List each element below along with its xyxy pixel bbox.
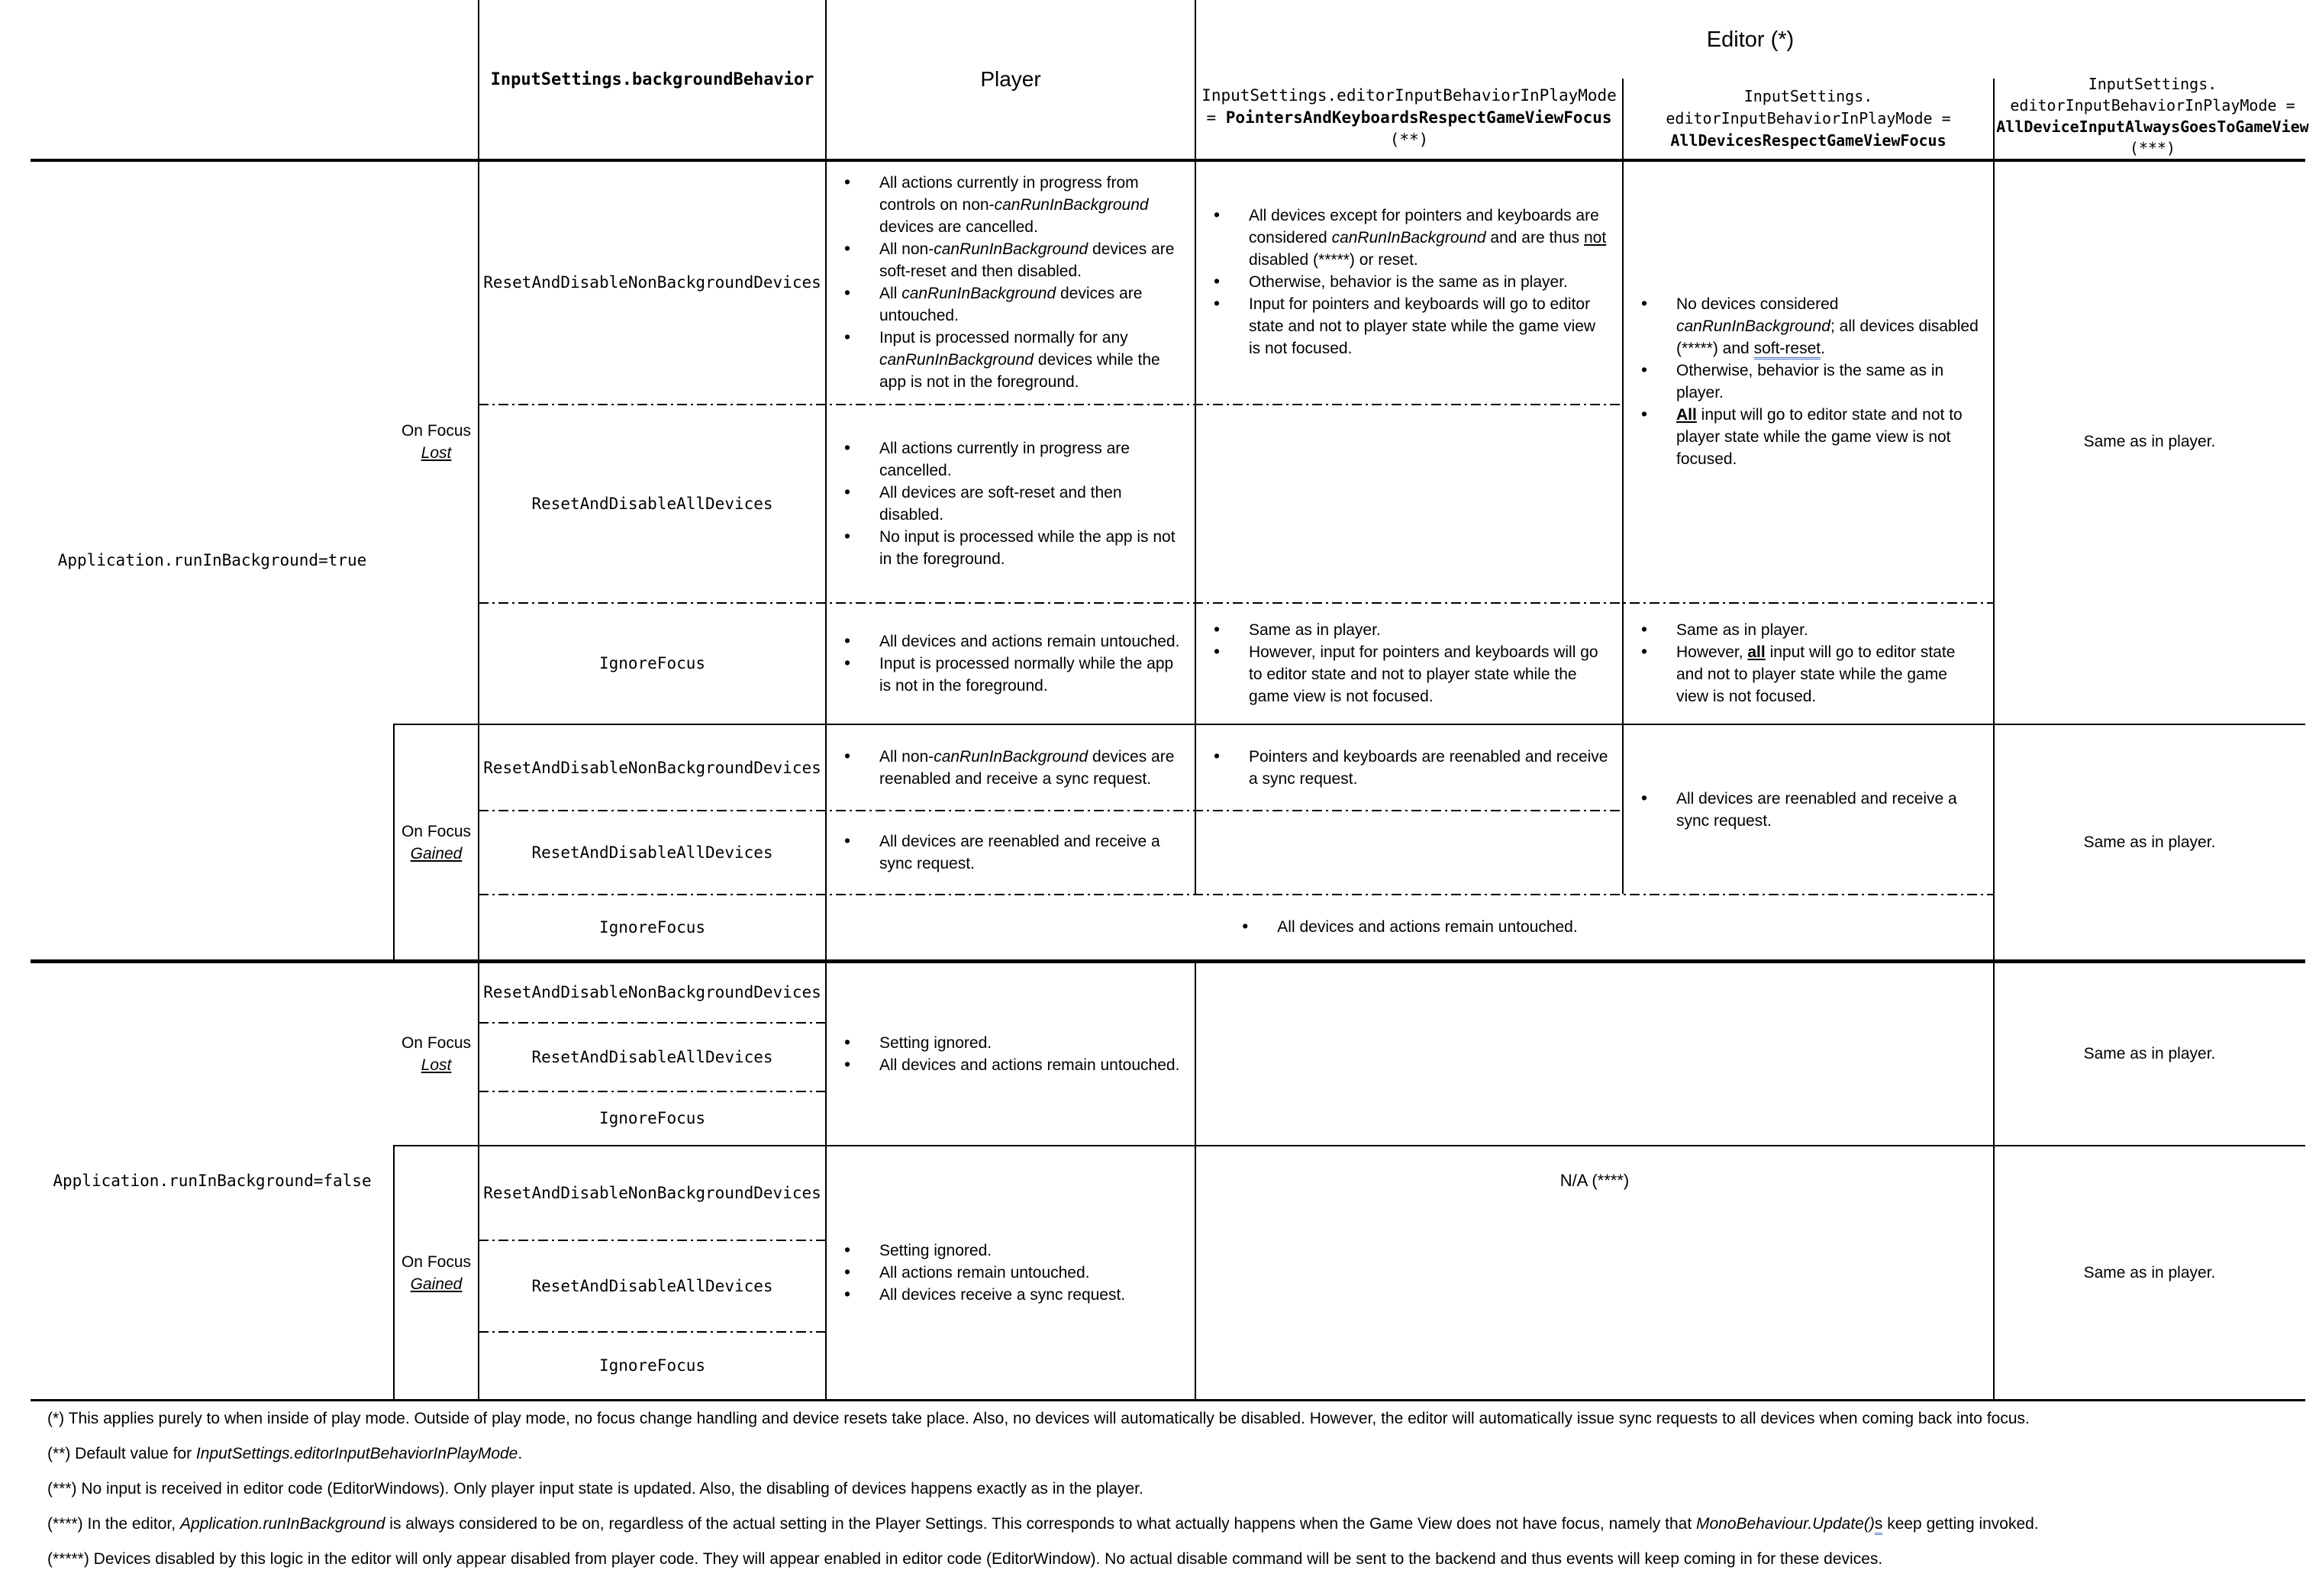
cell-editor1-lost-reset-non-bg [1195,160,1623,404]
cell-editor3-gained-same [1994,725,2305,959]
bullet-list [1195,205,1623,360]
bullet-item: • All actions remain untouched. [826,1262,1182,1284]
on-focus-lost-text: On Focus Lost [401,1033,472,1074]
cell-player-gained-reset-all [826,811,1195,894]
bullet-item: • All input will go to editor state and not to player state while the game view is not focused. [1623,404,1980,470]
header-editor-col-always-gameview-label: InputSettings. editorInputBehaviorInPlayMode = AllDeviceInputAlwaysGoesToGameView (***) [1996,74,2309,157]
bullet-item: • Input for pointers and keyboards will go to editor state and not to player state while the game view is not focused. [1195,293,1609,360]
label-on-focus-gained-false [394,1146,479,1399]
bullet-item: • Otherwise, behavior is the same as in player. [1195,271,1609,293]
header-player [826,0,1195,159]
bullet-item: • Input is processed normally for any canRunInBackground devices while the app is not in the foreground. [826,327,1182,393]
behavior-reset-all [479,405,826,602]
run-in-background-true-text: Application.runInBackground=true [57,550,367,569]
behavior-text: IgnoreFocus [598,917,706,937]
behavior-text: IgnoreFocus [598,1356,706,1375]
bullet-item: • All non-canRunInBackground devices are reenabled and receive a sync request. [826,746,1182,790]
on-focus-gained-text: On Focus Gained [401,822,472,862]
behavior-text: IgnoreFocus [598,1109,706,1127]
footnote-5: (*****) Devices disabled by this logic in the editor will only appear disabled from player code. They will appear enabled in editor code (EditorWindow). No actual disable command will be sent to the backend and thus events will keep coming in for these devices. [47,1550,1883,1568]
bullet-item: • All devices and actions remain untouched. [1242,916,1577,938]
bullet-list [1623,293,1994,470]
behavior-reset-non-bg [479,962,826,1022]
bullet-list [1195,619,1623,708]
cell-editor3-lost-same [1994,160,2305,724]
label-run-in-background-true [31,160,394,959]
label-on-focus-gained-true [394,725,479,959]
bullet-item: • Input is processed normally while the app is not in the foreground. [826,653,1182,697]
cell-player-false-gained-merged [826,1146,1195,1399]
header-editor-col-pointers-label: InputSettings.editorInputBehaviorInPlayMode = PointersAndKeyboardsRespectGameViewFocus (**) [1201,85,1617,149]
same-as-player-text: Same as in player. [2083,1263,2216,1282]
bullet-item: • All actions currently in progress are cancelled. [826,437,1182,482]
label-on-focus-lost-true [394,160,479,724]
bullet-list [826,1240,1195,1306]
header-editor-col-all-respect [1630,79,1986,159]
behavior-text: IgnoreFocus [598,654,706,672]
bullet-item: • However, input for pointers and keyboards will go to editor state and not to player state while the game view is not focused. [1195,641,1609,708]
footnote-4: (****) In the editor, Application.runInBackground is always considered to be on, regardless of the actual setting in the Player Settings. This corresponds to what actually happens when the Game View does not have focus, namely that MonoBehaviour.Update()s keep getting invoked. [47,1514,2284,1534]
cell-editor2-lost-ignore [1623,603,1994,724]
same-as-player-text: Same as in player. [2083,433,2216,450]
footnote-3: (***) No input is received in editor code (EditorWindows). Only player input state is updated. Also, the disabling of devices happens exactly as in the player. [47,1480,1143,1498]
bullet-item: • All devices receive a sync request. [826,1284,1182,1306]
bullet-list [826,172,1195,393]
bullet-item: • All devices are soft-reset and then disabled. [826,482,1182,526]
header-editor-group [1195,9,2305,70]
bullet-item: • All non-canRunInBackground devices are soft-reset and then disabled. [826,238,1182,282]
na-text: N/A (****) [1559,1171,1630,1190]
bullet-list [826,746,1195,790]
behavior-text: ResetAndDisableNonBackgroundDevices [483,983,821,1001]
bullet-item: • No input is processed while the app is not in the foreground. [826,526,1182,570]
cell-editor2-gained-merged [1623,725,1994,894]
table-bottom-border [31,1399,2305,1401]
footnote-1: (*) This applies purely to when inside of play mode. Outside of play mode, no focus change handling and device resets take place. Also, no devices will automatically be disabled. However, the editor will automatically issue sync requests to all devices when coming back into focus. [47,1410,2030,1427]
behavior-text: ResetAndDisableNonBackgroundDevices [483,758,821,777]
cell-editor3-false-gained-same [1994,1146,2305,1399]
behavior-text: ResetAndDisableAllDevices [531,494,773,513]
behavior-text: ResetAndDisableNonBackgroundDevices [483,1184,821,1202]
header-player-label: Player [980,67,1041,91]
behavior-text: ResetAndDisableNonBackgroundDevices [483,272,821,292]
behavior-reset-all [479,1023,826,1091]
behavior-ignore-focus [479,895,826,959]
header-background-behavior [479,0,826,159]
behavior-reset-non-bg [479,725,826,810]
bullet-item: • All devices are reenabled and receive a sync request. [826,830,1182,875]
cell-player-lost-ignore [826,603,1195,724]
bullet-item: • Setting ignored. [826,1240,1182,1262]
bullet-list [1623,788,1994,832]
behavior-text: ResetAndDisableAllDevices [531,843,773,862]
bullet-item: • Same as in player. [1623,619,1980,641]
label-run-in-background-false [31,962,394,1399]
bullet-list [826,437,1195,570]
cell-editor-na-merged [1195,962,1994,1399]
same-as-player-text: Same as in player. [2083,1044,2216,1062]
behavior-reset-non-bg [479,1146,826,1240]
bullet-list [826,1032,1195,1076]
bullet-item: • However, all input will go to editor state and not to player state while the game view is not focused. [1623,641,1980,708]
behavior-text: ResetAndDisableAllDevices [531,1276,773,1295]
cell-editor1-lost-ignore [1195,603,1623,724]
header-editor-col-pointers [1203,76,1615,159]
cell-player-false-lost-merged [826,962,1195,1145]
behavior-ignore-focus [479,1091,826,1145]
behavior-ignore-focus [479,1332,826,1399]
bullet-item: • No devices considered canRunInBackground; all devices disabled (*****) and soft-reset. [1623,293,1980,360]
behavior-reset-non-bg [479,160,826,404]
bullet-item: • Setting ignored. [826,1032,1182,1054]
same-as-player-text: Same as in player. [2083,833,2216,851]
on-focus-gained-text: On Focus Gained [401,1253,472,1293]
header-background-behavior-label: InputSettings.backgroundBehavior [490,69,814,89]
header-editor-col-always-gameview [1996,73,2309,159]
on-focus-lost-text: On Focus Lost [401,422,472,462]
bullet-item: • All devices and actions remain untouched. [826,1054,1182,1076]
behavior-reset-all [479,1240,826,1331]
cell-player-lost-reset-all [826,405,1195,602]
bullet-item: • Otherwise, behavior is the same as in player. [1623,360,1980,404]
bullet-list [1195,746,1623,790]
header-editor-group-label: Editor (*) [1706,27,1795,52]
cell-editor3-false-lost-same [1994,962,2305,1145]
bullet-item: • All devices and actions remain untouched. [826,630,1182,653]
cell-player-lost-reset-non-bg [826,160,1195,404]
bullet-item: • All actions currently in progress from controls on non-canRunInBackground devices are cancelled. [826,172,1182,238]
bullet-item: • Pointers and keyboards are reenabled and receive a sync request. [1195,746,1609,790]
run-in-background-false-text: Application.runInBackground=false [53,1172,372,1190]
bullet-list [1623,619,1994,708]
cell-editor1-gained-reset-non-bg [1195,725,1623,810]
bullet-item: • All devices except for pointers and keyboards are considered canRunInBackground and are thus not disabled (*****) or reset. [1195,205,1609,271]
behavior-ignore-focus [479,603,826,724]
bullet-list [1242,916,1577,938]
footnotes [47,1409,2284,1585]
cell-merged-gained-ignore [826,895,1994,959]
bullet-list [826,630,1195,697]
label-on-focus-lost-false [394,962,479,1145]
cell-editor2-lost-merged [1623,160,1994,602]
bullet-item: • Same as in player. [1195,619,1609,641]
cell-player-gained-reset-non-bg [826,725,1195,810]
bullet-item: • All devices are reenabled and receive a sync request. [1623,788,1980,832]
behavior-text: ResetAndDisableAllDevices [531,1047,773,1066]
behavior-reset-all [479,811,826,894]
bullet-item: • All canRunInBackground devices are untouched. [826,282,1182,327]
header-editor-col-all-respect-label: InputSettings. editorInputBehaviorInPlayMode = AllDevicesRespectGameViewFocus [1666,87,1951,150]
footnote-2: (**) Default value for InputSettings.editorInputBehaviorInPlayMode. [47,1445,523,1462]
bullet-list [826,830,1195,875]
